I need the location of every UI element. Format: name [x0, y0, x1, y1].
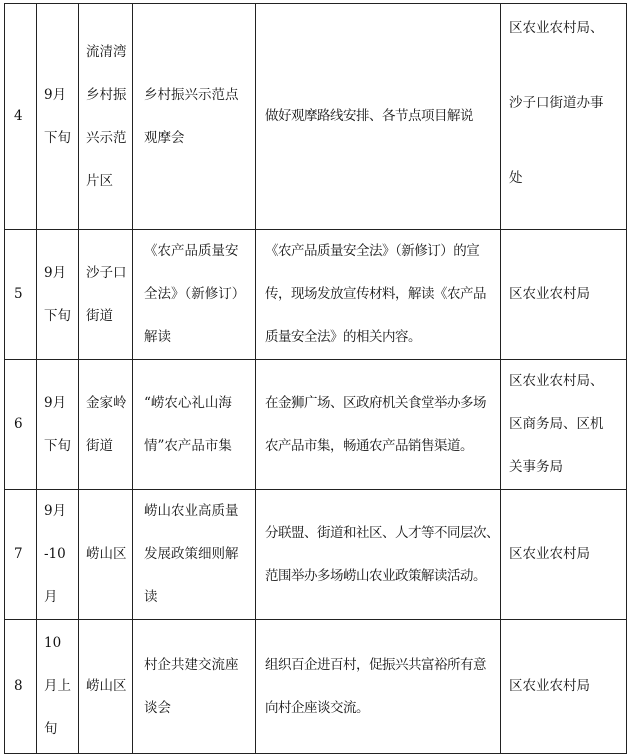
row-number: 4 [5, 4, 37, 230]
table-row [5, 620, 627, 754]
table-row [5, 490, 627, 620]
row-number: 8 [5, 620, 37, 754]
row-location: 金家岭 街道 [79, 360, 133, 490]
table-row [5, 360, 627, 490]
row-time: 9月 下旬 [37, 4, 79, 230]
row-unit: 区农业农村局 [501, 490, 627, 620]
table-row [5, 4, 627, 230]
row-activity: 乡村振兴示范点 观摩会 [133, 4, 256, 230]
row-unit: 区农业农村局 [501, 620, 627, 754]
activity-table [4, 3, 627, 754]
row-location: 崂山区 [79, 490, 133, 620]
table-row [5, 230, 627, 360]
row-activity: “崂农心礼山海 情”农产品市集 [133, 360, 256, 490]
row-location: 崂山区 [79, 620, 133, 754]
row-unit-text: 区农业农村局、 沙子口街道办事 处 [509, 20, 604, 186]
row-time: 9月 下旬 [37, 360, 79, 490]
row-content: 做好观摩路线安排、各节点项目解说 [256, 4, 501, 230]
row-number: 5 [5, 230, 37, 360]
row-location: 沙子口 街道 [79, 230, 133, 360]
row-activity: 《农产品质量安 全法》（新修订） 解读 [133, 230, 256, 360]
row-content: 组织百企进百村，促振兴共富裕所有意 向村企座谈交流。 [256, 620, 501, 754]
row-content: 《农产品质量安全法》（新修订）的宣 传，现场发放宣传材料，解读《农产品 质量安全法》的相关内容。 [256, 230, 501, 360]
row-content: 在金狮广场、区政府机关食堂举办多场 农产品市集，畅通农产品销售渠道。 [256, 360, 501, 490]
row-number: 7 [5, 490, 37, 620]
row-unit: 区农业农村局 [501, 230, 627, 360]
row-content: 分联盟、街道和社区、人才等不同层次、 范围举办多场崂山农业政策解读活动。 [256, 490, 501, 620]
row-location: 流清湾 乡村振 兴示范 片区 [79, 4, 133, 230]
row-activity: 村企共建交流座 谈会 [133, 620, 256, 754]
row-unit: 区农业农村局、 区商务局、区机 关事务局 [501, 360, 627, 490]
row-unit [501, 4, 627, 230]
row-time: 10 月上 旬 [37, 620, 79, 754]
row-time: 9月 下旬 [37, 230, 79, 360]
row-number: 6 [5, 360, 37, 490]
row-activity: 崂山农业高质量 发展政策细则解 读 [133, 490, 256, 620]
row-time: 9月 -10 月 [37, 490, 79, 620]
